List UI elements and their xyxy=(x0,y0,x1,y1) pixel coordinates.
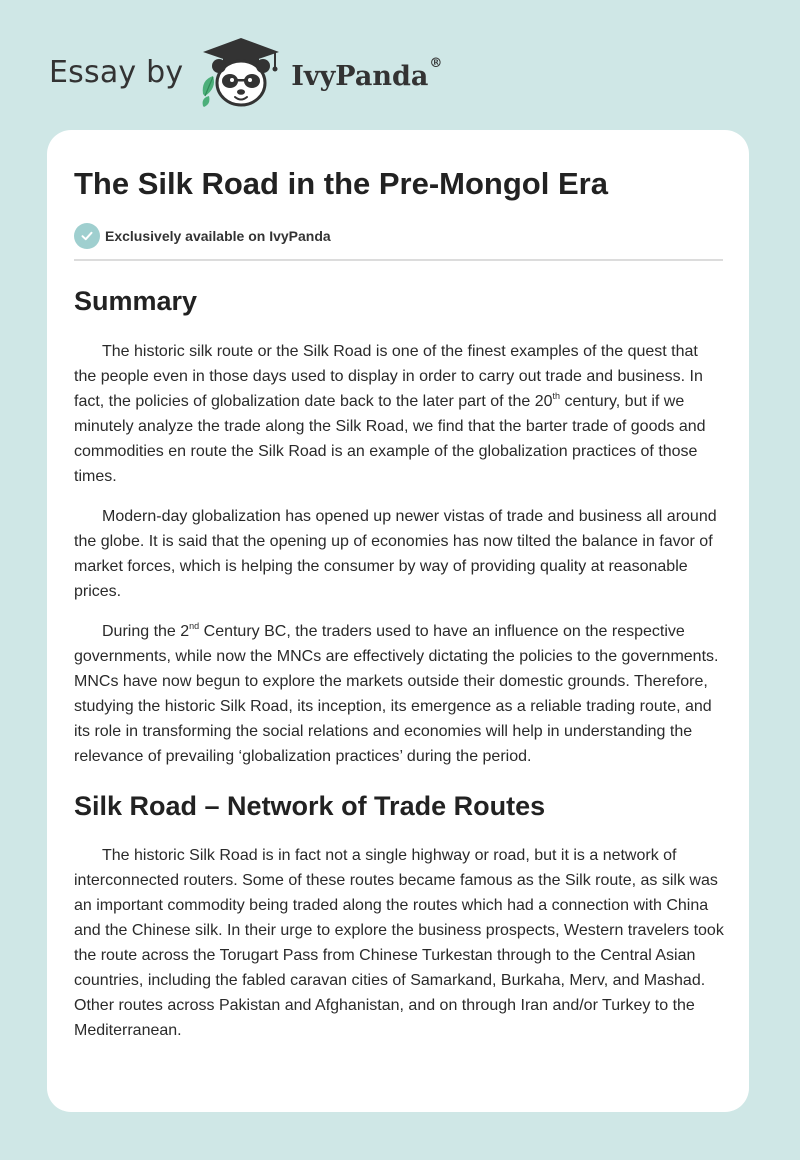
check-circle-icon xyxy=(74,223,100,249)
site-header-logo[interactable] xyxy=(49,36,442,110)
brand-name: IvyPanda® xyxy=(291,55,443,92)
essay-card xyxy=(47,130,749,1112)
exclusive-badge xyxy=(74,223,722,249)
panda-graduate-logo-icon xyxy=(197,36,285,110)
paragraph: The historic silk route or the Silk Road is one of the finest examples of the quest that the people even in those days used to display in order to carry out trade and business. In fact, the policies of globalization date back to the later part of the 20th century, but if we minutely analyze the trade along the Silk Road, we find that the barter trade of goods and commodities en route the Silk Road is an example of the globalization practices of those times. xyxy=(74,343,706,485)
page-title: The Silk Road in the Pre-Mongol Era xyxy=(74,166,608,201)
section-heading-network: Silk Road – Network of Trade Routes xyxy=(74,791,546,821)
exclusive-label: Exclusively available on IvyPanda xyxy=(105,228,331,244)
section-heading-summary: Summary xyxy=(74,286,198,316)
brand-prefix: Essay by xyxy=(49,55,184,90)
paragraph: During the 2nd Century BC, the traders used to have an influence on the respective governments, while now the MNCs are effectively dictating the policies to the governments. MNCs have now begun to explore the markets outside their domestic grounds. Therefore, studying the historic Silk Road, its inception, its emergence as a reliable trading route, and its role in transforming the social relations and economies will help in understanding the relevance of prevailing ‘globalization practices’ during the period. xyxy=(74,620,719,765)
paragraph: The historic Silk Road is in fact not a single highway or road, but it is a network of interconnected routers. Some of these routes became famous as the Silk route, as silk was an important commodity being traded along the routes which had a connection with China and the Chinese silk. In their urge to explore the business prospects, Western travelers took the route across the Torugart Pass from Chinese Turkestan through to the Central Asian countries, including the fabled caravan cities of Samarkand, Burkaha, Merv, and Mashad. Other routes across Pakistan and Afghanistan, and on through Iran and/or Turkey to the Mediterranean. xyxy=(74,847,724,1039)
paragraph: Modern-day globalization has opened up newer vistas of trade and business all around the globe. It is said that the opening up of economies has now tilted the balance in favor of market forces, which is helping the consumer by way of providing quality at reasonable prices. xyxy=(74,508,717,600)
title-divider xyxy=(74,259,723,261)
